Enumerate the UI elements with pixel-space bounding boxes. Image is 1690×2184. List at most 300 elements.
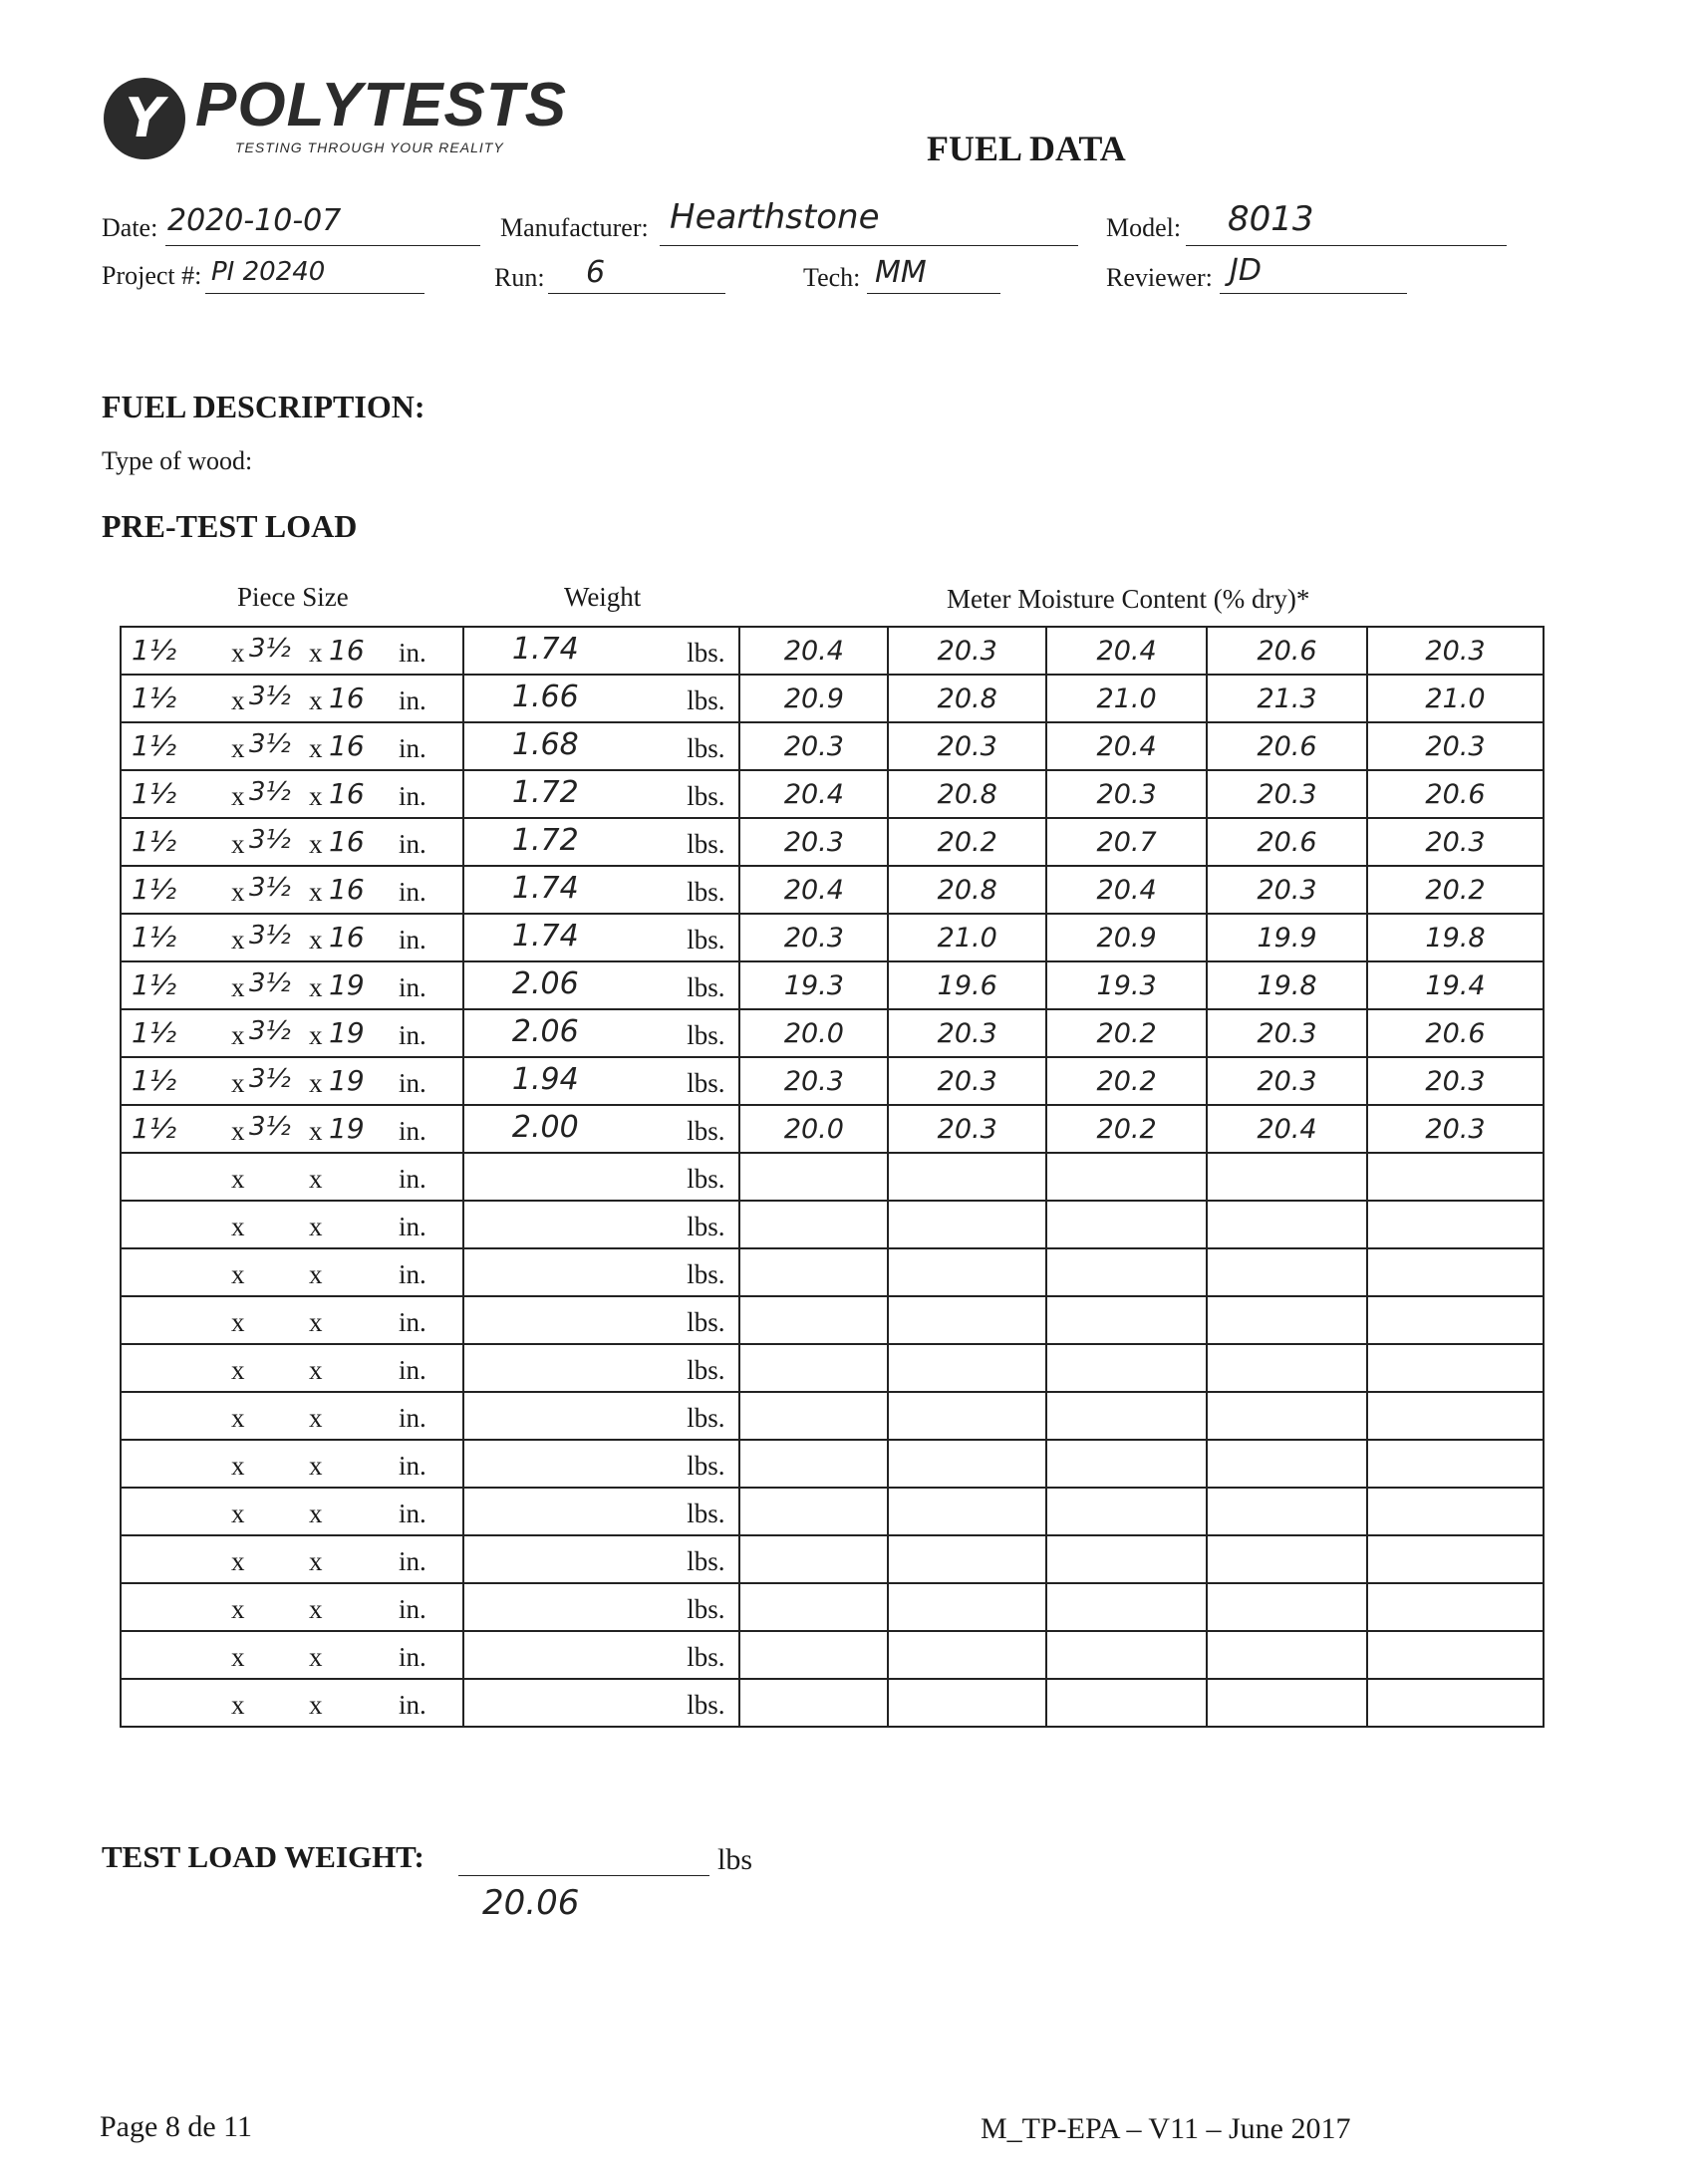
weight-cell	[463, 770, 740, 818]
lbs-unit: lbs.	[687, 733, 725, 763]
inch-unit: in.	[399, 1164, 426, 1194]
piece-length: 19	[329, 1016, 365, 1049]
moisture-cell: 20.3	[1367, 627, 1544, 675]
moisture-cell	[888, 1392, 1046, 1440]
moisture-cell	[1367, 1153, 1544, 1201]
x-symbol: x	[231, 1642, 245, 1672]
weight-cell	[463, 1344, 740, 1392]
table-row	[121, 675, 1544, 722]
piece-size-cell	[121, 1153, 463, 1201]
piece-size-cell	[121, 1248, 463, 1296]
inch-unit: in.	[399, 1212, 426, 1241]
moisture-cell: 20.6	[1207, 818, 1367, 866]
moisture-cell: 20.3	[1367, 722, 1544, 770]
moisture-cell: 20.3	[888, 1105, 1046, 1153]
piece-size-cell	[121, 961, 463, 1009]
table-row	[121, 866, 1544, 914]
weight-cell	[463, 818, 740, 866]
lbs-unit: lbs.	[687, 1499, 725, 1528]
lbs-unit: lbs.	[687, 972, 725, 1002]
piece-size-cell	[121, 1488, 463, 1535]
weight-cell	[463, 722, 740, 770]
weight-cell	[463, 914, 740, 961]
piece-thickness: 1½	[132, 921, 176, 954]
inch-unit: in.	[399, 829, 426, 859]
x-symbol: x	[309, 1594, 323, 1624]
weight-value: 1.68	[511, 727, 579, 762]
x-symbol: x	[309, 733, 323, 763]
moisture-cell	[739, 1488, 888, 1535]
x-symbol: x	[309, 1212, 323, 1241]
x-symbol: x	[309, 1403, 323, 1433]
table-row	[121, 1057, 1544, 1105]
x-symbol: x	[231, 1594, 245, 1624]
piece-thickness: 1½	[132, 873, 176, 906]
moisture-cell: 20.9	[739, 675, 888, 722]
weight-cell	[463, 675, 740, 722]
x-symbol: x	[231, 877, 245, 907]
fuel-description-heading: FUEL DESCRIPTION:	[102, 389, 425, 424]
reviewer-value: JD	[1230, 253, 1262, 288]
piece-length: 16	[329, 873, 365, 906]
x-symbol: x	[309, 1546, 323, 1576]
moisture-cell	[1207, 1440, 1367, 1488]
moisture-cell	[888, 1679, 1046, 1727]
lbs-unit: lbs.	[687, 1020, 725, 1050]
weight-cell	[463, 961, 740, 1009]
x-symbol: x	[231, 1403, 245, 1433]
piece-width: 3½	[249, 777, 291, 807]
moisture-cell	[1207, 1201, 1367, 1248]
polytests-logo-icon: Y	[104, 78, 185, 159]
moisture-cell	[739, 1440, 888, 1488]
piece-length: 19	[329, 1064, 365, 1097]
x-symbol: x	[309, 1164, 323, 1194]
piece-width: 3½	[249, 729, 291, 759]
moisture-cell: 20.4	[1046, 722, 1207, 770]
logo-brand: POLYTESTS	[195, 71, 568, 139]
x-symbol: x	[231, 781, 245, 811]
x-symbol: x	[231, 829, 245, 859]
inch-unit: in.	[399, 1403, 426, 1433]
weight-value: 1.72	[511, 823, 579, 858]
moisture-cell	[1367, 1201, 1544, 1248]
moisture-cell: 20.3	[1207, 770, 1367, 818]
moisture-cell: 20.3	[888, 627, 1046, 675]
piece-size-cell	[121, 818, 463, 866]
moisture-cell: 20.3	[1367, 1057, 1544, 1105]
moisture-cell	[1367, 1392, 1544, 1440]
inch-unit: in.	[399, 1642, 426, 1672]
moisture-cell	[1046, 1535, 1207, 1583]
moisture-cell: 20.6	[1207, 722, 1367, 770]
document-id: M_TP-EPA – V11 – June 2017	[981, 2112, 1351, 2145]
x-symbol: x	[231, 733, 245, 763]
piece-size-cell	[121, 1392, 463, 1440]
moisture-cell: 20.3	[1207, 1009, 1367, 1057]
weight-cell	[463, 1631, 740, 1679]
moisture-cell: 21.3	[1207, 675, 1367, 722]
x-symbol: x	[309, 829, 323, 859]
moisture-cell	[888, 1631, 1046, 1679]
moisture-cell	[888, 1488, 1046, 1535]
piece-size-cell	[121, 866, 463, 914]
weight-cell	[463, 1248, 740, 1296]
lbs-unit: lbs.	[687, 781, 725, 811]
piece-width: 3½	[249, 1112, 291, 1142]
weight-cell	[463, 1440, 740, 1488]
moisture-cell: 20.4	[1207, 1105, 1367, 1153]
table-row	[121, 722, 1544, 770]
date-value: 2020-10-07	[167, 203, 342, 238]
piece-length: 16	[329, 921, 365, 954]
lbs-unit: lbs.	[687, 1546, 725, 1576]
piece-width: 3½	[249, 634, 291, 664]
moisture-cell: 20.6	[1207, 627, 1367, 675]
table-row	[121, 1679, 1544, 1727]
moisture-cell: 20.3	[888, 1057, 1046, 1105]
moisture-cell: 19.4	[1367, 961, 1544, 1009]
weight-cell	[463, 1009, 740, 1057]
moisture-cell: 20.9	[1046, 914, 1207, 961]
weight-cell	[463, 1679, 740, 1727]
x-symbol: x	[231, 1212, 245, 1241]
x-symbol: x	[309, 1259, 323, 1289]
piece-thickness: 1½	[132, 729, 176, 762]
piece-size-cell	[121, 675, 463, 722]
moisture-cell	[1207, 1344, 1367, 1392]
piece-thickness: 1½	[132, 825, 176, 858]
project-label: Project #:	[102, 261, 202, 290]
moisture-cell	[1207, 1535, 1367, 1583]
manufacturer-value: Hearthstone	[670, 197, 880, 237]
weight-cell	[463, 1583, 740, 1631]
lbs-unit: lbs.	[687, 1164, 725, 1194]
moisture-cell	[1367, 1535, 1544, 1583]
moisture-cell	[888, 1535, 1046, 1583]
moisture-cell	[1207, 1631, 1367, 1679]
weight-value: 1.74	[511, 919, 579, 954]
moisture-cell: 19.9	[1207, 914, 1367, 961]
piece-thickness: 1½	[132, 682, 176, 714]
piece-size-cell	[121, 1440, 463, 1488]
moisture-cell	[888, 1583, 1046, 1631]
test-load-value: 20.06	[482, 1883, 580, 1923]
inch-unit: in.	[399, 1690, 426, 1720]
piece-length: 16	[329, 682, 365, 714]
inch-unit: in.	[399, 925, 426, 955]
moisture-cell: 20.3	[739, 818, 888, 866]
x-symbol: x	[231, 1499, 245, 1528]
moisture-cell	[1207, 1248, 1367, 1296]
piece-size-cell	[121, 1344, 463, 1392]
weight-value: 1.66	[511, 680, 579, 714]
x-symbol: x	[231, 925, 245, 955]
moisture-cell	[1207, 1583, 1367, 1631]
x-symbol: x	[231, 1259, 245, 1289]
lbs-unit: lbs.	[687, 1642, 725, 1672]
piece-length: 16	[329, 825, 365, 858]
fuel-load-table	[120, 626, 1545, 1728]
weight-value: 1.94	[511, 1062, 579, 1097]
moisture-cell: 20.4	[1046, 866, 1207, 914]
piece-width: 3½	[249, 1064, 291, 1094]
lbs-unit: lbs.	[687, 1116, 725, 1146]
moisture-cell: 20.3	[739, 1057, 888, 1105]
piece-size-cell	[121, 1057, 463, 1105]
piece-size-cell	[121, 770, 463, 818]
moisture-cell	[1046, 1392, 1207, 1440]
moisture-cell	[1046, 1248, 1207, 1296]
x-symbol: x	[309, 685, 323, 715]
moisture-cell	[1367, 1583, 1544, 1631]
test-load-line	[458, 1875, 709, 1876]
weight-cell	[463, 866, 740, 914]
moisture-cell: 20.3	[739, 914, 888, 961]
moisture-cell: 20.0	[739, 1009, 888, 1057]
moisture-cell	[1046, 1201, 1207, 1248]
x-symbol: x	[309, 1451, 323, 1481]
inch-unit: in.	[399, 877, 426, 907]
weight-value: 2.06	[511, 1014, 579, 1049]
table-row	[121, 1631, 1544, 1679]
moisture-cell: 20.2	[1046, 1057, 1207, 1105]
moisture-cell: 20.3	[1367, 1105, 1544, 1153]
weight-value: 1.74	[511, 632, 579, 667]
weight-cell	[463, 1057, 740, 1105]
moisture-cell	[888, 1296, 1046, 1344]
moisture-cell: 20.3	[1046, 770, 1207, 818]
weight-cell	[463, 1153, 740, 1201]
lbs-unit: lbs.	[687, 685, 725, 715]
moisture-cell: 21.0	[1367, 675, 1544, 722]
weight-cell	[463, 1535, 740, 1583]
lbs-unit: lbs.	[687, 1594, 725, 1624]
piece-thickness: 1½	[132, 1016, 176, 1049]
piece-length: 16	[329, 634, 365, 667]
moisture-cell: 21.0	[888, 914, 1046, 961]
inch-unit: in.	[399, 1068, 426, 1098]
moisture-cell: 20.4	[739, 627, 888, 675]
pretest-load-heading: PRE-TEST LOAD	[102, 508, 358, 544]
x-symbol: x	[309, 877, 323, 907]
project-value: PI 20240	[211, 257, 326, 287]
piece-size-header: Piece Size	[237, 582, 349, 612]
x-symbol: x	[231, 1690, 245, 1720]
x-symbol: x	[309, 925, 323, 955]
x-symbol: x	[231, 685, 245, 715]
inch-unit: in.	[399, 1499, 426, 1528]
moisture-cell: 20.4	[1046, 627, 1207, 675]
piece-width: 3½	[249, 825, 291, 855]
moisture-cell	[1367, 1248, 1544, 1296]
x-symbol: x	[231, 1020, 245, 1050]
tech-line	[867, 293, 1000, 294]
inch-unit: in.	[399, 1594, 426, 1624]
lbs-unit: lbs.	[687, 1259, 725, 1289]
test-load-weight-label: TEST LOAD WEIGHT:	[102, 1839, 424, 1874]
moisture-cell	[1046, 1631, 1207, 1679]
table-row	[121, 1583, 1544, 1631]
moisture-cell: 20.3	[888, 722, 1046, 770]
table-row	[121, 1201, 1544, 1248]
moisture-cell	[1046, 1679, 1207, 1727]
moisture-cell	[1367, 1344, 1544, 1392]
x-symbol: x	[231, 972, 245, 1002]
weight-cell	[463, 1392, 740, 1440]
moisture-cell	[888, 1153, 1046, 1201]
project-line	[205, 293, 424, 294]
moisture-cell: 19.8	[1207, 961, 1367, 1009]
moisture-cell	[739, 1679, 888, 1727]
moisture-cell	[1046, 1153, 1207, 1201]
moisture-cell: 21.0	[1046, 675, 1207, 722]
x-symbol: x	[309, 972, 323, 1002]
piece-size-cell	[121, 627, 463, 675]
x-symbol: x	[231, 1451, 245, 1481]
inch-unit: in.	[399, 1259, 426, 1289]
moisture-cell	[739, 1344, 888, 1392]
x-symbol: x	[231, 1164, 245, 1194]
table-row	[121, 1440, 1544, 1488]
inch-unit: in.	[399, 1116, 426, 1146]
lbs-unit: lbs.	[687, 1068, 725, 1098]
moisture-cell	[1207, 1153, 1367, 1201]
moisture-cell	[1207, 1679, 1367, 1727]
piece-length: 16	[329, 729, 365, 762]
date-line	[165, 245, 480, 246]
piece-size-cell	[121, 1583, 463, 1631]
piece-size-cell	[121, 1631, 463, 1679]
x-symbol: x	[231, 1546, 245, 1576]
lbs-unit: lbs.	[687, 1690, 725, 1720]
piece-size-cell	[121, 1296, 463, 1344]
moisture-cell	[739, 1583, 888, 1631]
inch-unit: in.	[399, 781, 426, 811]
piece-thickness: 1½	[132, 1112, 176, 1145]
date-label: Date:	[102, 213, 158, 242]
model-label: Model:	[1106, 213, 1182, 242]
moisture-cell	[739, 1296, 888, 1344]
x-symbol: x	[231, 1068, 245, 1098]
piece-size-cell	[121, 722, 463, 770]
moisture-cell	[1046, 1583, 1207, 1631]
manufacturer-line	[660, 245, 1078, 246]
x-symbol: x	[309, 1307, 323, 1337]
lbs-unit: lbs.	[687, 877, 725, 907]
weight-cell	[463, 1201, 740, 1248]
x-symbol: x	[309, 781, 323, 811]
weight-value: 2.00	[511, 1110, 579, 1145]
moisture-cell: 20.7	[1046, 818, 1207, 866]
piece-thickness: 1½	[132, 777, 176, 810]
lbs-unit: lbs.	[687, 925, 725, 955]
moisture-cell	[1367, 1631, 1544, 1679]
moisture-cell: 19.6	[888, 961, 1046, 1009]
table-row	[121, 818, 1544, 866]
moisture-cell	[1046, 1296, 1207, 1344]
piece-thickness: 1½	[132, 968, 176, 1001]
reviewer-line	[1220, 293, 1407, 294]
moisture-cell	[1367, 1440, 1544, 1488]
reviewer-label: Reviewer:	[1106, 263, 1213, 292]
logo-tagline: TESTING THROUGH YOUR REALITY	[235, 139, 504, 155]
weight-value: 1.74	[511, 871, 579, 906]
lbs-unit: lbs.	[687, 1307, 725, 1337]
piece-width: 3½	[249, 921, 291, 951]
x-symbol: x	[309, 1642, 323, 1672]
table-row	[121, 627, 1544, 675]
moisture-cell: 20.8	[888, 675, 1046, 722]
inch-unit: in.	[399, 1355, 426, 1385]
page-number: Page 8 de 11	[100, 2110, 253, 2143]
inch-unit: in.	[399, 1451, 426, 1481]
x-symbol: x	[231, 1355, 245, 1385]
piece-size-cell	[121, 1009, 463, 1057]
moisture-cell	[1207, 1296, 1367, 1344]
piece-size-cell	[121, 1679, 463, 1727]
moisture-cell	[739, 1248, 888, 1296]
moisture-cell	[1046, 1440, 1207, 1488]
table-row	[121, 1248, 1544, 1296]
run-value: 6	[586, 255, 606, 290]
moisture-cell	[1046, 1344, 1207, 1392]
moisture-cell	[739, 1535, 888, 1583]
run-label: Run:	[494, 263, 545, 292]
moisture-cell: 20.2	[1046, 1105, 1207, 1153]
table-row	[121, 1344, 1544, 1392]
moisture-cell: 19.3	[739, 961, 888, 1009]
model-line	[1186, 245, 1507, 246]
moisture-cell	[1367, 1679, 1544, 1727]
moisture-header: Meter Moisture Content (% dry)*	[947, 584, 1310, 614]
manufacturer-label: Manufacturer:	[500, 213, 649, 242]
weight-value: 1.72	[511, 775, 579, 810]
weight-cell	[463, 627, 740, 675]
table-row	[121, 1488, 1544, 1535]
moisture-cell: 19.3	[1046, 961, 1207, 1009]
moisture-cell: 20.4	[739, 866, 888, 914]
moisture-cell: 20.3	[888, 1009, 1046, 1057]
piece-length: 19	[329, 1112, 365, 1145]
piece-length: 16	[329, 777, 365, 810]
inch-unit: in.	[399, 733, 426, 763]
weight-cell	[463, 1105, 740, 1153]
moisture-cell: 20.8	[888, 770, 1046, 818]
weight-cell	[463, 1488, 740, 1535]
moisture-cell: 20.2	[888, 818, 1046, 866]
moisture-cell	[739, 1153, 888, 1201]
moisture-cell	[1367, 1296, 1544, 1344]
moisture-cell	[739, 1631, 888, 1679]
moisture-cell: 20.2	[1367, 866, 1544, 914]
piece-length: 19	[329, 968, 365, 1001]
table-row	[121, 961, 1544, 1009]
inch-unit: in.	[399, 685, 426, 715]
moisture-cell	[1207, 1392, 1367, 1440]
x-symbol: x	[309, 638, 323, 668]
x-symbol: x	[309, 1116, 323, 1146]
piece-thickness: 1½	[132, 634, 176, 667]
x-symbol: x	[309, 1499, 323, 1528]
inch-unit: in.	[399, 638, 426, 668]
moisture-cell	[1207, 1488, 1367, 1535]
piece-size-cell	[121, 1105, 463, 1153]
lbs-unit: lbs.	[687, 1355, 725, 1385]
weight-cell	[463, 1296, 740, 1344]
lbs-unit: lbs.	[687, 1451, 725, 1481]
moisture-cell: 20.8	[888, 866, 1046, 914]
